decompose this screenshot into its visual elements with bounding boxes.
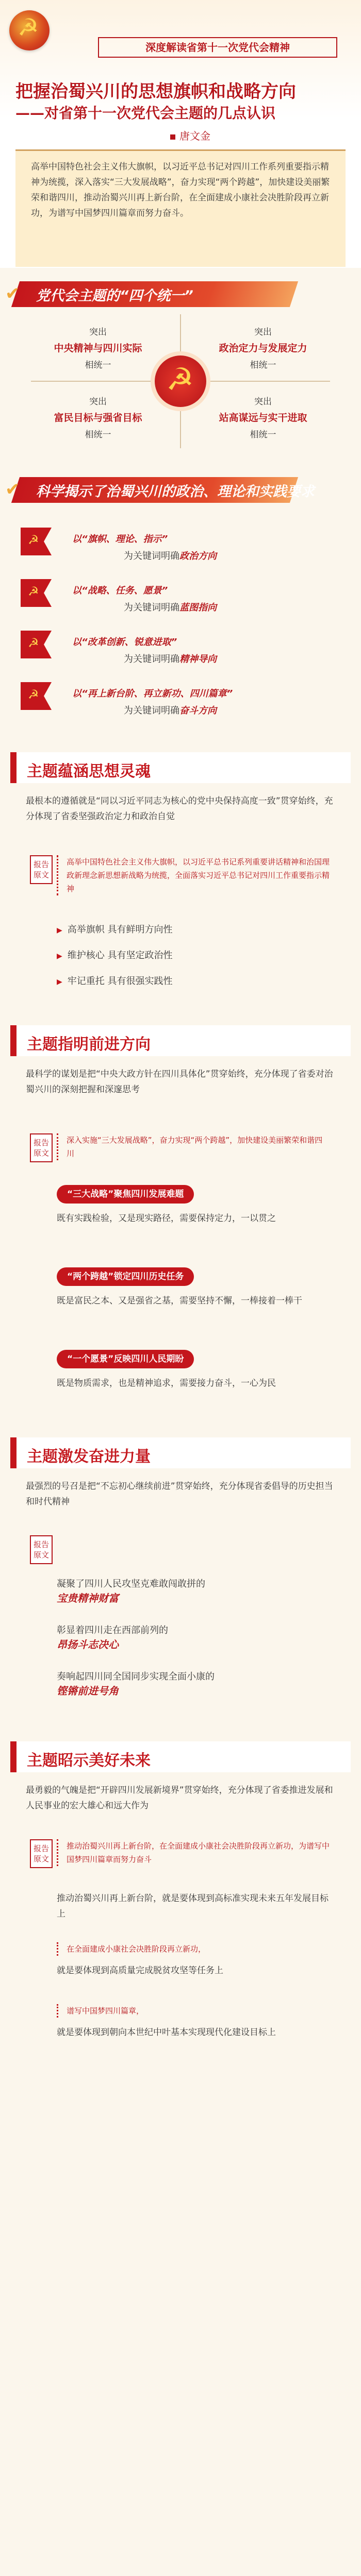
unity-suffix: 相统一 [85,360,111,370]
requirement-item [0,520,361,567]
section-heading [10,752,351,783]
power-item [57,1577,335,1605]
quote-text: 深入实施“三大发展战略”，奋力实现“两个跨越”，加快建设美丽繁荣和谐四川 [57,1133,330,1160]
flag-icon [21,579,52,607]
requirement-target [124,652,217,665]
strategy-text: 既是富民之本、又是强省之基，需要坚持不懈，一棒接着一棒干 [57,1296,302,1306]
series-label: 深度解读省第十一次党代会精神 [98,37,337,58]
requirements-banner [0,474,361,505]
quote-text: 高举中国特色社会主义伟大旗帜，以习近平总书记系列重要讲话精神和治国理政新理念新思想新战略为统揽，全面落实习近平总书记对四川工作重要指示精神 [57,855,330,895]
quote-text: 在全面建成小康社会决胜阶段再立新功， [57,1942,330,1956]
requirement-keywords [72,583,340,597]
unity-prefix: 突出 [89,397,107,407]
keywords: 以“战略、任务、愿景” [72,585,168,596]
lead-text: 奏响起四川同全国同步实现全面小康的 [57,1671,215,1682]
unity-title: 政治定力与发展定力 [219,343,307,354]
keywords: 以“旗帜、理论、指示” [72,534,168,545]
unity-prefix: 突出 [254,397,272,407]
bullet-item: ▶ 维护核心 具有坚定政治性 [57,948,173,961]
unity-cell [46,394,150,440]
section-lead: 最根本的遵循就是“同以习近平同志为核心的党中央保持高度一致”贯穿始终，充分体现了省委坚强政治定力和政治自觉 [26,796,333,822]
keywords: 以“改革创新、锐意进取” [72,637,177,648]
section-lead: 最强烈的号召是把“不忘初心继续前进”贯穿始终，充分体现省委倡导的历史担当和时代精神 [26,1481,333,1507]
bullet-item: ▶ 牢记重托 具有很强实践性 [57,974,173,987]
highlight: 昂扬斗志决心 [57,1638,119,1651]
vision-text: 就是要体现到高质量完成脱贫攻坚等任务上 [57,1965,223,1976]
section-lead: 最勇毅的气魄是把“开辟四川发展新境界”贯穿始终，充分体现了省委推进发展和人民事业的宏大雄心和远大作为 [26,1785,333,1811]
quote-tag: 报告原文 [30,1133,53,1162]
author: 唐文金 [170,128,210,143]
unity-title: 富民目标与强省目标 [54,412,142,423]
party-emblem-icon [9,10,50,50]
requirement-target [124,600,217,614]
bullet-item: ▶ 高举旗帜 具有鲜明方向性 [57,922,173,936]
lead-text: 为关键词明确 [124,551,179,562]
power-item [57,1669,335,1698]
highlight: 政治方向 [179,551,217,562]
highlight: 铿锵前进号角 [57,1685,119,1697]
requirement-item [0,572,361,618]
chevron-icon: ✔ [5,479,20,500]
section-title: 主题激发奋进力量 [27,1448,151,1466]
unity-suffix: 相统一 [250,430,276,440]
keywords: 以“再上新台阶、再立新功、四川篇章” [72,688,233,699]
highlight: 精神导向 [179,654,217,665]
section-heading [10,1025,351,1056]
requirement-target [124,549,217,562]
requirement-keywords [72,532,340,545]
unity-cell [46,325,150,370]
unity-suffix: 相统一 [85,430,111,440]
quote-text: 谱写中国梦四川篇章， [57,2004,330,2018]
section-title: 主题指明前进方向 [27,1036,151,1054]
lead-text: 凝聚了四川人民攻坚克难敢闯敢拼的 [57,1579,205,1589]
quote-tag: 报告原文 [30,1839,53,1868]
quote-text: 推动治蜀兴川再上新台阶，在全面建成小康社会决胜阶段再立新功，为谱写中国梦四川篇章而努力奋斗 [57,1839,330,1866]
requirement-item [0,675,361,721]
quote-tag: 报告原文 [30,1535,53,1564]
lead-text: 为关键词明确 [124,705,179,716]
unity-prefix: 突出 [89,327,107,337]
section-title: 主题蕴涵思想灵魂 [27,762,151,781]
requirement-keywords [72,635,340,648]
flag-icon [21,682,52,710]
strategy-text: 既有实践检验，又是现实路径，需要保持定力，一以贯之 [57,1213,276,1224]
lead-text: 彰显着四川走在西部前列的 [57,1625,168,1636]
section-lead: 最科学的谋划是把“中央大政方针在四川具体化”贯穿始终，充分体现了省委对治蜀兴川的深刻把握和深邃思考 [26,1069,333,1095]
requirements-heading: 科学揭示了治蜀兴川的政治、理论和实践要求 [36,484,315,500]
requirement-target [124,703,217,717]
requirement-keywords [72,686,340,700]
power-item [57,1623,335,1651]
section-heading [10,1741,351,1772]
strategy-tag: “一个愿景”反映四川人民期盼 [57,1350,194,1368]
highlight: 奋斗方向 [179,705,217,716]
lead-text: 为关键词明确 [124,654,179,665]
four-unities-banner [0,278,361,309]
highlight: 宝贵精神财富 [57,1592,119,1604]
unity-cell [211,394,315,440]
requirement-item [0,623,361,670]
header [0,0,361,268]
strategy-text: 既是物质需求，也是精神追求，需要接力奋斗，一心为民 [57,1378,276,1388]
unity-cell [211,325,315,370]
chevron-icon: ✔ [5,283,20,304]
hammer-sickle-icon [155,355,206,407]
strategy-tag: “两个跨越”锁定四川历史任务 [57,1267,194,1286]
highlight: 蓝图指向 [179,602,217,613]
unity-suffix: 相统一 [250,360,276,370]
lead-text: 为关键词明确 [124,602,179,613]
vision-text: 就是要体现到朝向本世纪中叶基本实现现代化建设目标上 [57,2027,276,2038]
unity-prefix: 突出 [254,327,272,337]
flag-icon [21,631,52,658]
unity-title: 站高谋远与实干进取 [219,412,307,423]
vision-text: 推动治蜀兴川再上新台阶，就是要体现到高标准实现未来五年发展目标上 [57,1893,329,1919]
section-title: 主题昭示美好未来 [27,1752,151,1770]
quote-tag: 报告原文 [30,855,53,884]
page-subtitle: ——对省第十一次党代会主题的几点认识 [15,105,276,122]
flag-icon [21,528,52,555]
strategy-tag: “三大战略”聚焦四川发展难题 [57,1185,194,1204]
four-unities-heading: 党代会主题的“四个统一” [36,288,193,304]
intro-box [15,149,346,267]
unity-title: 中央精神与四川实际 [54,343,142,354]
page-title: 把握治蜀兴川的思想旗帜和战略方向 [15,81,296,102]
intro-text: 高举中国特色社会主义伟大旗帜，以习近平总书记对四川工作系列重要指示精神为统揽，深入落实“三大发展战略”，奋力实现“两个跨越”，加快建设美丽繁荣和谐四川，推动治蜀兴川再上新台阶，在全面建成小康社会决胜阶段再立新功，为谱写中国梦四川篇章而努力奋斗。 [31,162,330,218]
section-heading [10,1437,351,1468]
four-unities-diagram [0,309,361,453]
